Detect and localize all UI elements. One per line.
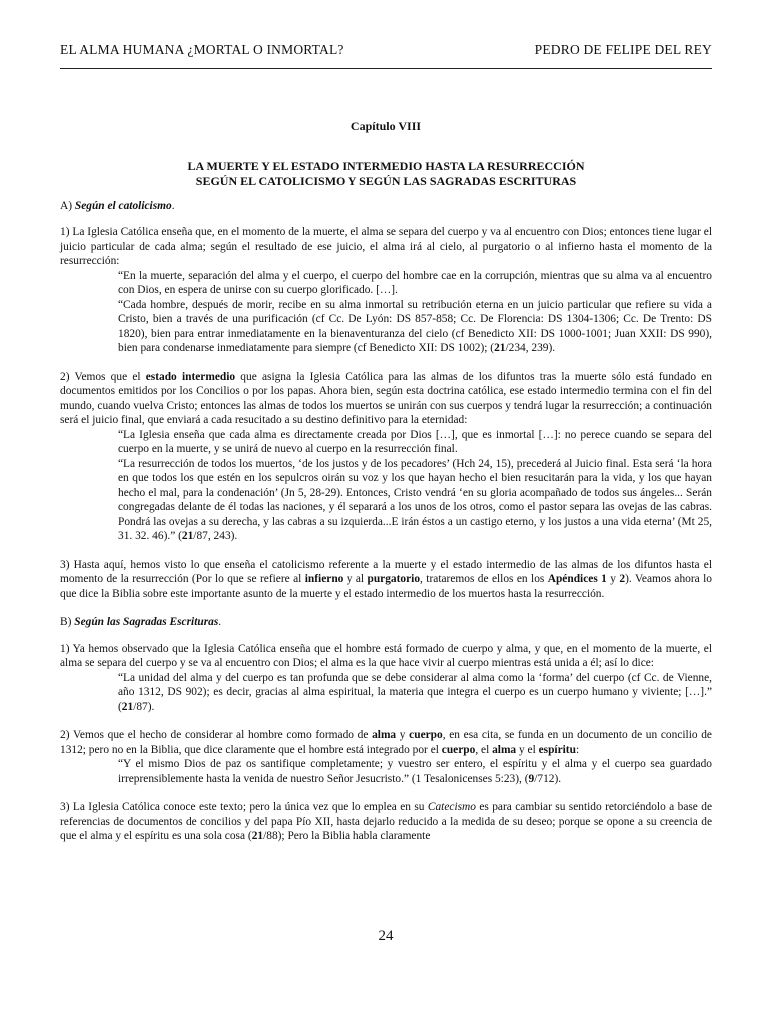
quote-b1-page: /87).: [133, 700, 155, 713]
bold-term: alma: [372, 729, 397, 741]
quote-b1-text: “La unidad del alma y del cuerpo es tan profunda que se debe considerar al alma como la ‘forma’ del cuerpo (cf Cc. de Vienne, año 1312, DS 902); es decir, gracias al alma espiritual, la materia que integra el cuerpo es un cuerpo humano y viviente; […].” (: [118, 671, 712, 713]
text-run: 2) Vemos que el hecho de considerar al hombre como formado de: [60, 729, 373, 741]
text-run: y el: [516, 743, 539, 756]
paragraph-a1-text: 1) La Iglesia Católica enseña que, en el momento de la muerte, el alma se separa del cuerpo y va al encuentro con Dios; entonces tiene lugar el juicio particular de cada alma; según el resultado de ese juicio, el alma irá al cielo, al purgatorio o al infierno hasta el momento de la resurrección:: [60, 226, 712, 267]
bold-term: estado intermedio: [145, 370, 236, 383]
bold-term: 2: [619, 573, 626, 585]
bold-term: infierno: [304, 573, 344, 585]
bold-term: alma: [492, 743, 517, 756]
section-b-heading: [60, 615, 712, 630]
quote-b1: [118, 671, 712, 715]
quote-a2-2-text: “La resurrección de todos los muertos, ‘de los justos y de los pecadores’ (Hch 24, 15), precederá al Juicio final. Esta será ‘la hora en que todos los que estén en los sepulcros oirán su voz y los que hayan hecho el bien resucitarán para la vida, y los que hayan hecho el mal, para la condenación’ (Jn 5, 28-29). Entonces, Cristo vendrá ‘en su gloria acompañado de todos sus ángeles... Serán congregadas delante de él todas las naciones, y él separará a los unos de los otros, como el pastor separa las ovejas de las cabras. Pondrá las ovejas a su derecha, y las cabras a su izquierda...E irán éstos a un castigo eterno, y los justos a una vida eterna’ (Mt 25, 31. 32. 46).” (: [118, 457, 712, 542]
text-run: 2) Vemos que el: [60, 370, 146, 383]
paragraph-b3: [60, 800, 712, 844]
text-run: 3) La Iglesia Católica conoce este texto; pero la única vez que lo emplea en su: [60, 801, 428, 813]
bold-term: Apéndices 1: [547, 573, 607, 585]
text-run: y al: [343, 573, 368, 585]
paragraph-a3: [60, 558, 712, 602]
text-run: es para cambiar su sentido retorciéndolo a base de referencias de documentos de concilios y del papa Pío XII, hasta dejarlo reducido a la medida de su deseo; porque se opone a su creencia de que el alma y el espíritu es una sola cosa (: [60, 801, 712, 842]
quote-b1-ref: 21: [121, 700, 134, 713]
quote-a1-2-text: “Cada hombre, después de morir, recibe en su alma inmortal su retribución eterna en un juicio particular que refiere su vida a Cristo, bien a través de una purificación (cf Cc. De Lyón: DS 857-858; Cc. De Florencia: DS 1304-1306; Cc. De Trento: DS 1820), bien para entrar inmediatamente en la bienaventuranza del cielo (cf Benedicto XII: DS 1000-1001; Juan XXII: DS 990), bien para condenarse inmediatamente para siempre (cf Benedicto XII: DS 1002); (: [118, 298, 712, 354]
chapter-title: [60, 159, 712, 189]
quote-a1-2-page: /234, 239).: [505, 342, 556, 354]
paragraph-a1: [60, 225, 712, 356]
section-a-heading: [60, 199, 712, 214]
header-author: PEDRO DE FELIPE DEL REY: [534, 42, 712, 57]
paragraph-b1-text: 1) Ya hemos observado que la Iglesia Católica enseña que el hombre está formado de cuerpo y alma, y que, en el momento de la muerte, el alma se separa del cuerpo y se va al encuentro con Dios; el alma es la que hace vivir al cuerpo mientras está unida a él; así lo dice:: [60, 642, 712, 669]
quote-b2-page: /712).: [534, 772, 562, 785]
text-run: , el: [475, 743, 493, 756]
quote-a1-2: [118, 298, 712, 356]
chapter-title-line-2: SEGÚN EL CATOLICISMO Y SEGÚN LAS SAGRADAS ESCRITURAS: [195, 173, 577, 188]
section-b-prefix: B): [60, 616, 75, 628]
quote-a1-1: “En la muerte, separación del alma y el cuerpo, el cuerpo del hombre cae en la corrupción, mientras que su alma va al encuentro con Dios, en espera de unirse con su cuerpo glorificado. […].: [118, 269, 712, 296]
section-b-label: Según las Sagradas Escrituras: [74, 616, 219, 628]
page-number: 24: [378, 928, 394, 944]
bold-term: purgatorio: [367, 573, 421, 585]
section-a-suffix: .: [171, 199, 175, 212]
bold-term: cuerpo: [441, 743, 476, 756]
text-run: , trataremos de ellos en los: [420, 573, 548, 585]
bold-term: 21: [251, 830, 264, 842]
quote-a2-2: [118, 457, 712, 544]
section-a-label: Según el catolicismo: [74, 199, 172, 212]
paragraph-b1: [60, 642, 712, 715]
paragraph-b2-text: [60, 728, 712, 757]
paragraph-a2: [60, 370, 712, 544]
header-book-title: EL ALMA HUMANA ¿MORTAL O INMORTAL?: [60, 42, 344, 57]
paragraph-a2-text: [60, 370, 712, 428]
paragraph-b2: [60, 728, 712, 786]
section-a-prefix: A): [60, 199, 75, 212]
quote-b2: [118, 757, 712, 786]
quote-a2-2-page: /87, 243).: [193, 530, 238, 542]
text-run: 3) Hasta aquí, hemos visto lo que enseña el catolicismo referente a la muerte y el estado intermedio de las almas de los difuntos hasta el momento de la resurrección (Por lo que se refiere al: [60, 558, 712, 585]
page-body: [60, 119, 712, 858]
bold-term: cuerpo: [409, 729, 443, 741]
text-run: y: [606, 573, 620, 585]
chapter-heading: Capítulo VIII: [350, 119, 422, 133]
quote-a2-1: “La Iglesia enseña que cada alma es directamente creada por Dios […], que es inmortal […]: no perece cuando se separa del cuerpo en la muerte, y se unirá de nuevo al cuerpo en la resurrección final.: [118, 428, 712, 455]
italic-term: Catecismo: [427, 801, 476, 813]
header-rule: [60, 68, 712, 69]
text-run: :: [575, 743, 580, 756]
chapter-title-line-1: LA MUERTE Y EL ESTADO INTERMEDIO HASTA LA RESURRECCIÓN: [187, 158, 585, 173]
text-run: y: [396, 729, 410, 741]
text-run: , en esa cita, se funda en un documento de un concilio de 1312; pero no en la Biblia, que dice claramente que el hombre está integrado por el: [60, 729, 712, 756]
text-run: /88); Pero la Biblia habla claramente: [263, 830, 431, 842]
quote-a2-2-ref: 21: [181, 530, 194, 542]
quote-a1-2-ref: 21: [494, 342, 506, 354]
text-run: ). Veamos ahora lo que dice la Biblia sobre este importante asunto de la muerte y el estado intermedio de los muertos hasta la resurrección.: [60, 573, 712, 600]
text-run: que asigna la Iglesia Católica para las almas de los difuntos tras la muerte sólo está fundado en documentos emitidos por los Concilios o por los papas. Ahora bien, según esta doctrina católica, ese estado intermedio termina con el fin del mundo, cuando vuelva Cristo; entonces las almas de todos los muertos se unirán con sus cuerpos y tendrá lugar la resurrección; a continuación será el juicio final, que enviará a cada resucitado a su destino definitivo para la eternidad:: [60, 370, 713, 426]
quote-b2-text: “Y el mismo Dios de paz os santifique completamente; y vuestro ser entero, el espíritu y el alma y el cuerpo sea guardado irreprensiblemente hasta la venida de nuestro Señor Jesucristo.” (1 Tesalonicenses 5:23), (: [118, 758, 712, 785]
section-b-suffix: .: [218, 616, 222, 628]
quote-b2-ref: 9: [528, 772, 535, 785]
bold-term: espíritu: [538, 743, 576, 756]
